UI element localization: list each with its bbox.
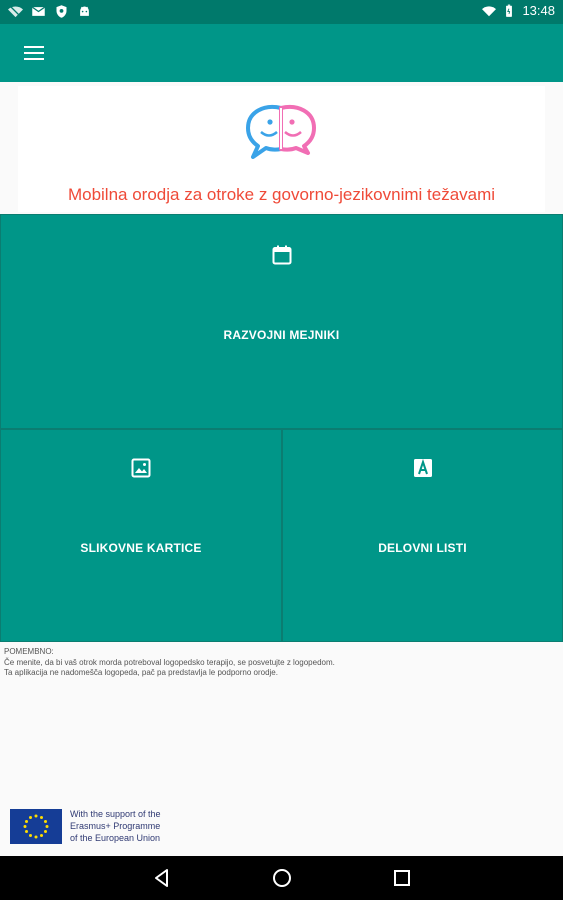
disclaimer-line: Ta aplikacija ne nadomešča logopeda, pač pa predstavlja le podporno orodje. — [4, 668, 278, 677]
battery-icon — [502, 4, 516, 18]
app-bar — [0, 24, 563, 82]
android-icon — [77, 4, 92, 19]
tile-slikovne-kartice[interactable] — [0, 429, 282, 642]
tile-label: SLIKOVNE KARTICE — [80, 541, 202, 555]
eu-support-text — [70, 808, 161, 844]
home-icon[interactable] — [270, 866, 294, 890]
eu-support — [10, 808, 161, 844]
app-title: Mobilna orodja za otroke z govorno-jezikovnimi težavami — [67, 185, 496, 204]
disclaimer-line: Če menite, da bi vaš otrok morda potreboval logopedsko terapijo, se posvetujte z logopedom. — [4, 657, 335, 667]
shield-icon — [54, 4, 69, 19]
tile-delovni-listi[interactable] — [282, 429, 563, 642]
disclaimer — [4, 647, 559, 679]
wifi-icon — [482, 4, 496, 18]
letter-a-icon — [411, 456, 435, 480]
tile-label: RAZVOJNI MEJNIKI — [223, 328, 340, 342]
status-system — [482, 3, 555, 18]
image-icon — [129, 456, 153, 480]
status-notifications — [8, 4, 92, 19]
tile-razvojni-mejniki[interactable] — [0, 214, 563, 429]
eu-text-line: Erasmus+ Programme — [70, 821, 161, 831]
disclaimer-heading: POMEMBNO: — [4, 647, 54, 656]
navigation-bar — [0, 856, 563, 900]
wifi-off-icon — [8, 4, 23, 19]
eu-text-line: With the support of the — [70, 809, 161, 819]
recents-icon[interactable] — [390, 866, 414, 890]
menu-button[interactable] — [20, 40, 48, 66]
menu-icon — [24, 45, 44, 61]
status-time: 13:48 — [522, 3, 555, 18]
back-icon[interactable] — [150, 866, 174, 890]
header-card — [18, 86, 545, 212]
eu-text-line: of the European Union — [70, 833, 161, 843]
status-bar — [0, 0, 563, 24]
tile-label: DELOVNI LISTI — [378, 541, 467, 555]
app-logo — [236, 102, 326, 162]
mail-icon — [31, 4, 46, 19]
eu-flag-icon — [10, 809, 62, 844]
calendar-icon — [270, 243, 294, 267]
